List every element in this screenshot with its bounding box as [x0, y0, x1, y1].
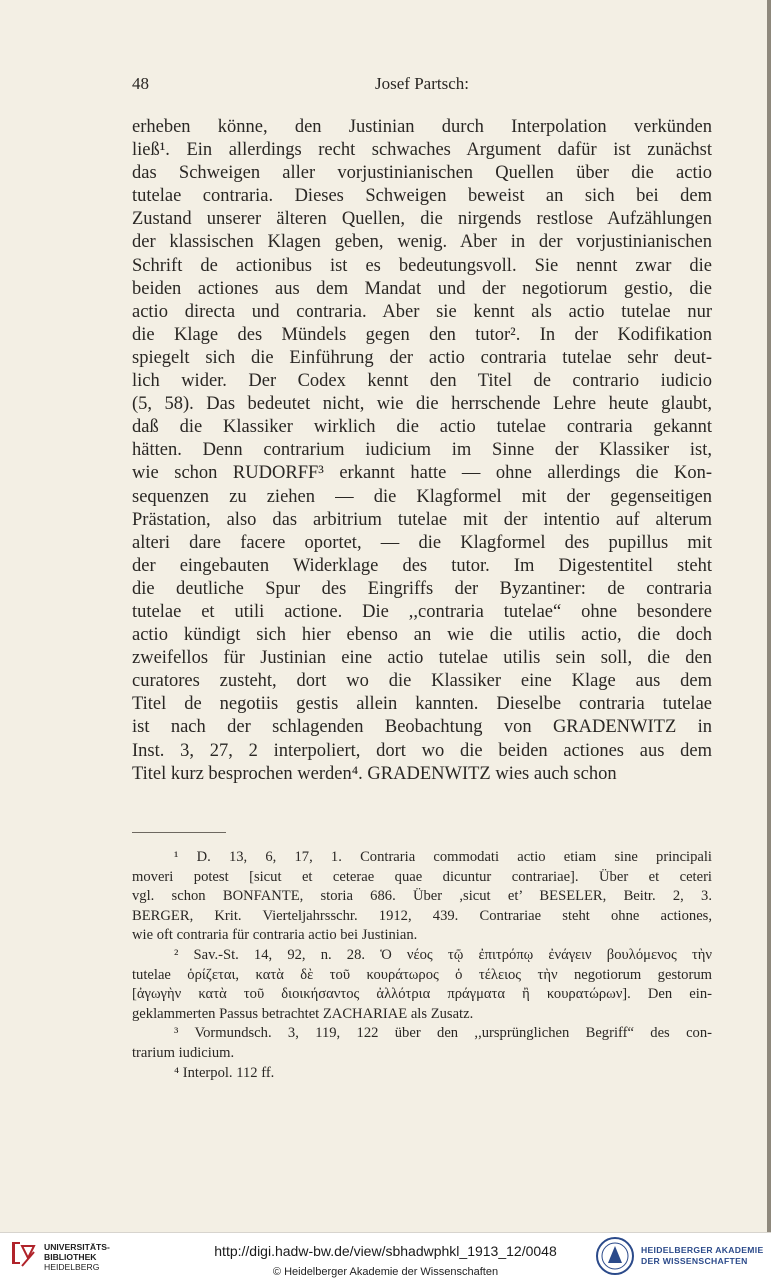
page-number: 48: [132, 74, 149, 93]
text-line: daß die Klassiker wirklich die actio tutelae contraria gekannt: [132, 417, 712, 438]
copyright-notice: © Heidelberger Akademie der Wissenschaften: [272, 1266, 499, 1278]
text-line: zweifellos für Justinian eine actio tutelae utilis sein soll, die den: [132, 648, 712, 669]
text-line: lich wider. Der Codex kennt den Titel de contrario iudicio: [132, 371, 712, 392]
page-header: [132, 74, 712, 98]
text-line: Titel kurz besprochen werden⁴. GRADENWITZ wies auch schon: [132, 763, 617, 784]
footnote-line: vgl. schon BONFANTE, storia 686. Über ,sicut et’ BESELER, Beitr. 2, 3.: [132, 888, 712, 905]
text-line: tutelae contraria. Dieses Schweigen beweist an sich bei dem: [132, 186, 712, 207]
footnote-line: [ἀγωγὴν κατὰ τοῦ διοικήσαντος ἀλλότρια πράγματα ἢ κουρατώρων]. Den ein-: [132, 986, 712, 1003]
academy-line-1: HEIDELBERGER AKADEMIE: [641, 1245, 764, 1255]
text-line: (5, 58). Das bedeutet nicht, wie die herrschende Lehre heute glaubt,: [132, 394, 712, 415]
text-line: tutelae et utili actione. Die ,,contraria tutelae“ ohne besondere: [132, 601, 712, 622]
text-line: sequenzen zu ziehen — die Klagformel mit der gegenseitigen: [132, 486, 712, 507]
footnote-line: ¹ D. 13, 6, 17, 1. Contraria commodati actio etiam sine principali: [174, 849, 712, 865]
text-line: Prästation, also das arbitrium tutelae mit der intentio auf alterum: [132, 509, 712, 530]
running-title: Josef Partsch:: [375, 74, 469, 93]
text-line: beiden actiones aus dem Mandat und der negotiorum gestio, die: [132, 278, 712, 299]
text-line: actio kündigt sich hier ebenso an wie die utilis actio, die doch: [132, 625, 712, 646]
text-line: Inst. 3, 27, 2 interpoliert, dort wo die beiden actiones aus dem: [132, 740, 712, 761]
text-line: der klassischen Klagen geben, wenig. Aber in der vorjustinianischen: [132, 232, 712, 253]
text-line: wie schon RUDORFF³ erkannt hatte — ohne allerdings die Kon-: [132, 463, 712, 484]
library-line-1: UNIVERSITÄTS-: [44, 1242, 110, 1252]
footnotes: [132, 848, 712, 1083]
footnote-separator: [132, 832, 226, 833]
text-line: hätten. Denn contrarium iudicium im Sinne der Klassiker ist,: [132, 440, 712, 461]
footnote-line: ⁴ Interpol. 112 ff.: [174, 1064, 275, 1081]
library-line-2: BIBLIOTHEK: [44, 1252, 97, 1262]
text-line: spiegelt sich die Einführung der actio contraria tutelae sehr deut-: [132, 347, 712, 368]
footnote-line: geklammerten Passus betrachtet ZACHARIAE als Zusatz.: [132, 1005, 474, 1022]
text-line: der eingebauten Widerklage des tutor. Im Digestentitel steht: [132, 555, 712, 576]
academy-label: [641, 1245, 763, 1267]
permalink-url[interactable]: http://digi.hadw-bw.de/view/sbhadwphkl_1913_12/0048: [214, 1243, 557, 1259]
academy-seal-icon: [595, 1236, 635, 1276]
text-line: Titel de negotiis gestis allein kannten. Dieselbe contraria tutelae: [132, 694, 712, 715]
text-line: die Klage des Mündels gegen den tutor². In der Kodifikation: [132, 324, 712, 345]
footnote-line: BERGER, Krit. Vierteljahrsschr. 1912, 439. Contrariae steht ohne actiones,: [132, 907, 712, 924]
text-line: actio directa und contraria. Aber sie kennt als actio tutelae nur: [132, 301, 712, 322]
text-line: ist nach der schlagenden Beobachtung von GRADENWITZ in: [132, 717, 712, 738]
academy-line-2: DER WISSENSCHAFTEN: [641, 1256, 748, 1266]
text-line: curatores zusteht, dort wo die Klassiker eine Klage aus dem: [132, 671, 712, 692]
footnote-line: ³ Vormundsch. 3, 119, 122 über den ,,ursprünglichen Begriff“ des con-: [174, 1025, 712, 1042]
text-line: ließ¹. Ein allerdings recht schwaches Argument dafür ist zunächst: [132, 140, 712, 161]
text-line: das Schweigen aller vorjustinianischen Quellen über die actio: [132, 163, 712, 184]
text-line: alteri dare facere oportet, — die Klagformel des pupillus mit: [132, 532, 712, 553]
page-edge-shadow: [767, 0, 771, 1232]
footnote-line: wie oft contraria für contraria actio bei Justinian.: [132, 927, 418, 944]
text-line: Zustand unserer älteren Quellen, die nirgends restlose Aufzählungen: [132, 209, 712, 230]
text-line: erheben könne, den Justinian durch Interpolation verkünden: [132, 117, 712, 137]
main-text: [132, 116, 712, 786]
footnote-line: trarium iudicium.: [132, 1044, 235, 1061]
text-line: die deutliche Spur des Eingriffs der Byzantiner: de contraria: [132, 578, 712, 599]
text-line: Schrift de actionibus ist es bedeutungsvoll. Sie nennt zwar die: [132, 255, 712, 276]
footnote-line: moveri potest [sicut et ceterae quae dicuntur contrariae]. Über et ceteri: [132, 868, 712, 885]
library-line-3: HEIDELBERG: [44, 1262, 100, 1272]
footnote-line: ² Sav.-St. 14, 92, n. 28. Ὁ νέος τῷ ἐπιτρόπῳ ἐνάγειν βουλόμενος τὴν: [174, 946, 712, 963]
footnote-line: tutelae ὁρίζεται, κατὰ δὲ τοῦ κουράτωρος ὁ τέλειος τὴν negotiorum gestorum: [132, 966, 712, 983]
